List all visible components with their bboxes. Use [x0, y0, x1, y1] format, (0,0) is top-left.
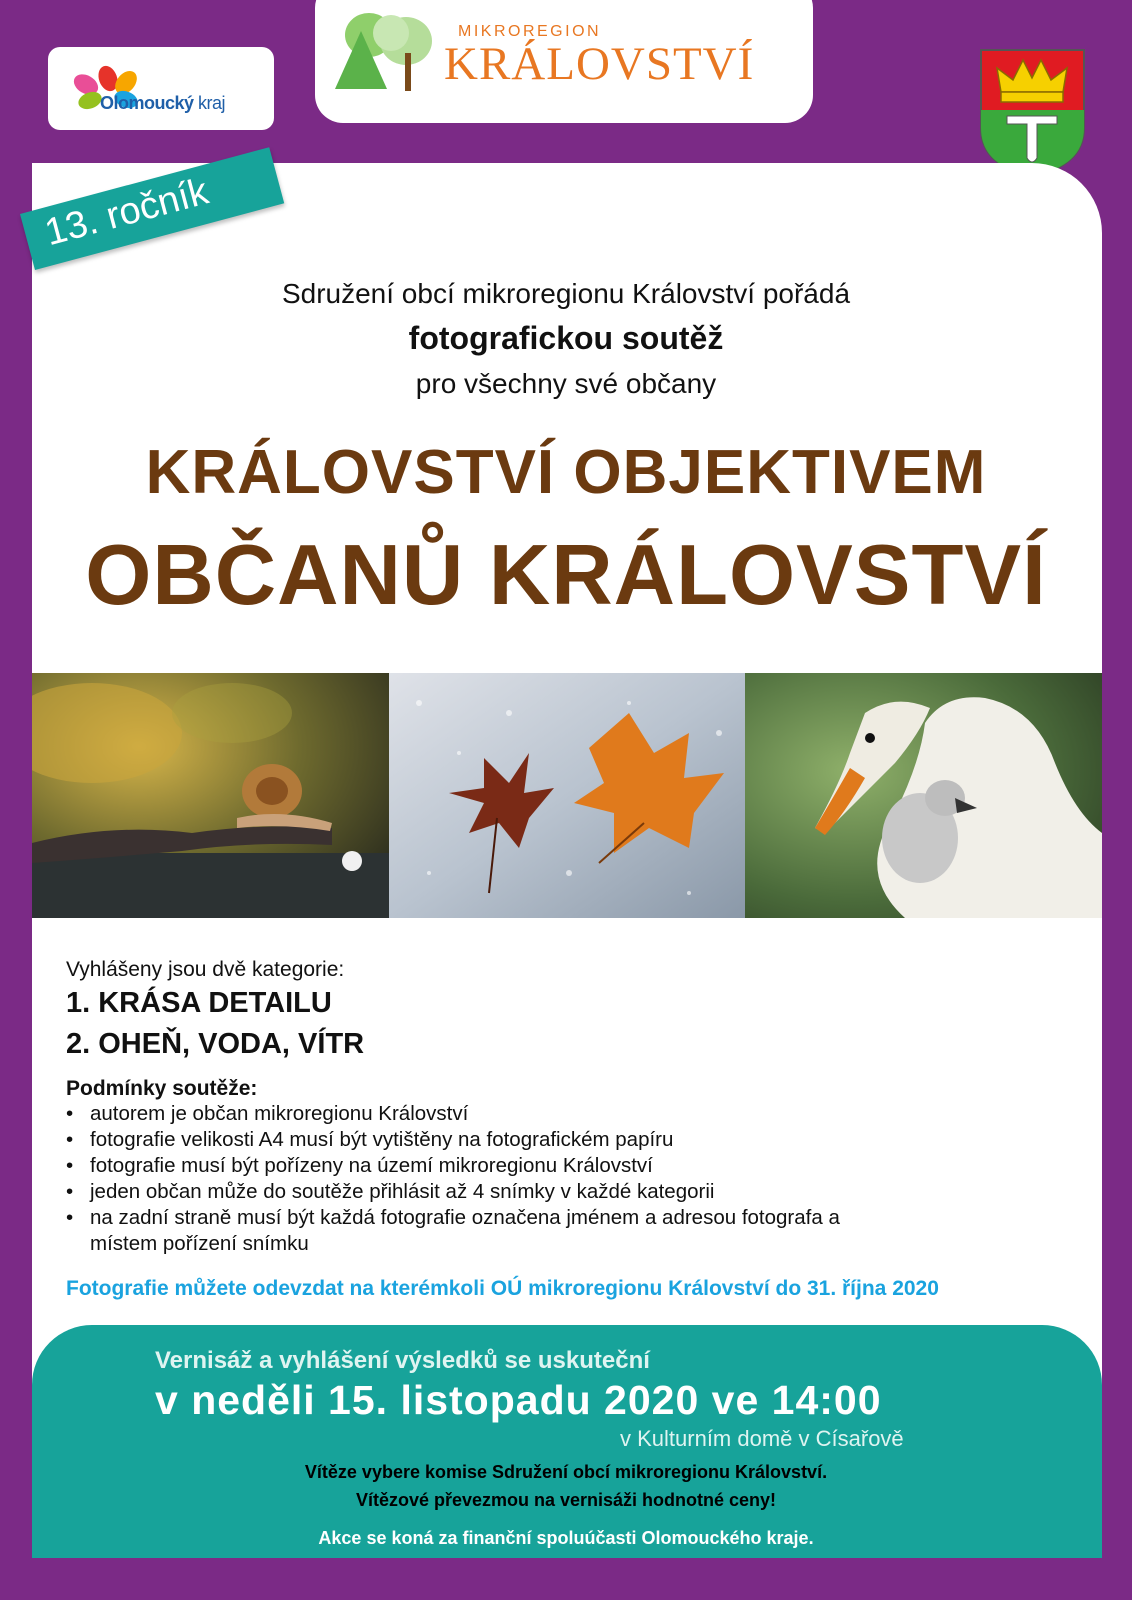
categories-label: Vyhlášeny jsou dvě kategorie:: [66, 958, 345, 981]
funding-note: Akce se koná za finanční spoluúčasti Olomouckého kraje.: [318, 1528, 814, 1548]
vernissage-date: v neděli 15. listopadu 2020 ve 14:00: [155, 1377, 882, 1423]
leaves-photo: [389, 673, 746, 918]
category-item: 1. KRÁSA DETAILU: [66, 987, 332, 1019]
condition-item: • autorem je občan mikroregionu Království: [66, 1101, 1066, 1127]
snail-photo: [32, 673, 389, 918]
condition-item: • jeden občan může do soutěže přihlásit až 4 snímky v každé kategorii: [66, 1179, 1066, 1205]
condition-item: • fotografie musí být pořízeny na území mikroregionu Království: [66, 1153, 1066, 1179]
condition-item: • fotografie velikosti A4 musí být vytištěny na fotografickém papíru: [66, 1127, 1066, 1153]
competition-type: fotografickou soutěž: [408, 320, 724, 356]
vernissage-intro: Vernisáž a vyhlášení výsledků se uskuteční: [155, 1347, 650, 1374]
conditions-list: [66, 1101, 1066, 1257]
photo-strip: [32, 673, 1102, 918]
jury-note: Vítěze vybere komise Sdružení obcí mikroregionu Království.: [304, 1462, 828, 1482]
olomoucky-kraj-text: Olomoucký kraj: [100, 93, 226, 113]
submission-deadline: Fotografie můžete odevzdat na kterémkoli OÚ mikroregionu Království do 31. října 2020: [66, 1277, 939, 1300]
coat-of-arms-icon: [979, 48, 1086, 178]
condition-item: • na zadní straně musí být každá fotografie označena jménem a adresou fotografa a místem pořízení snímku: [66, 1205, 910, 1257]
mikroregion-label: MIKROREGION: [458, 23, 602, 40]
mikroregion-name: KRÁLOVSTVÍ: [444, 38, 755, 90]
trees-icon: [331, 13, 441, 93]
olomoucky-kraj-logo: [48, 47, 274, 130]
conditions-title: Podmínky soutěže:: [66, 1077, 258, 1100]
organizer-line: Sdružení obcí mikroregionu Království pořádá: [281, 278, 851, 309]
swan-photo: [745, 673, 1102, 918]
vernissage-venue: v Kulturním domě v Císařově: [620, 1426, 904, 1451]
main-title-line1: KRÁLOVSTVÍ OBJEKTIVEM: [145, 438, 987, 507]
category-item: 2. OHEŇ, VODA, VÍTR: [66, 1028, 365, 1060]
prizes-note: Vítězové převezmou na vernisáži hodnotné ceny!: [355, 1490, 777, 1510]
main-title-line2: OBČANŮ KRÁLOVSTVÍ: [85, 528, 1047, 623]
audience-line: pro všechny své občany: [415, 368, 717, 399]
mikroregion-logo: [315, 0, 813, 123]
edition-label: 13. ročník: [40, 170, 213, 255]
